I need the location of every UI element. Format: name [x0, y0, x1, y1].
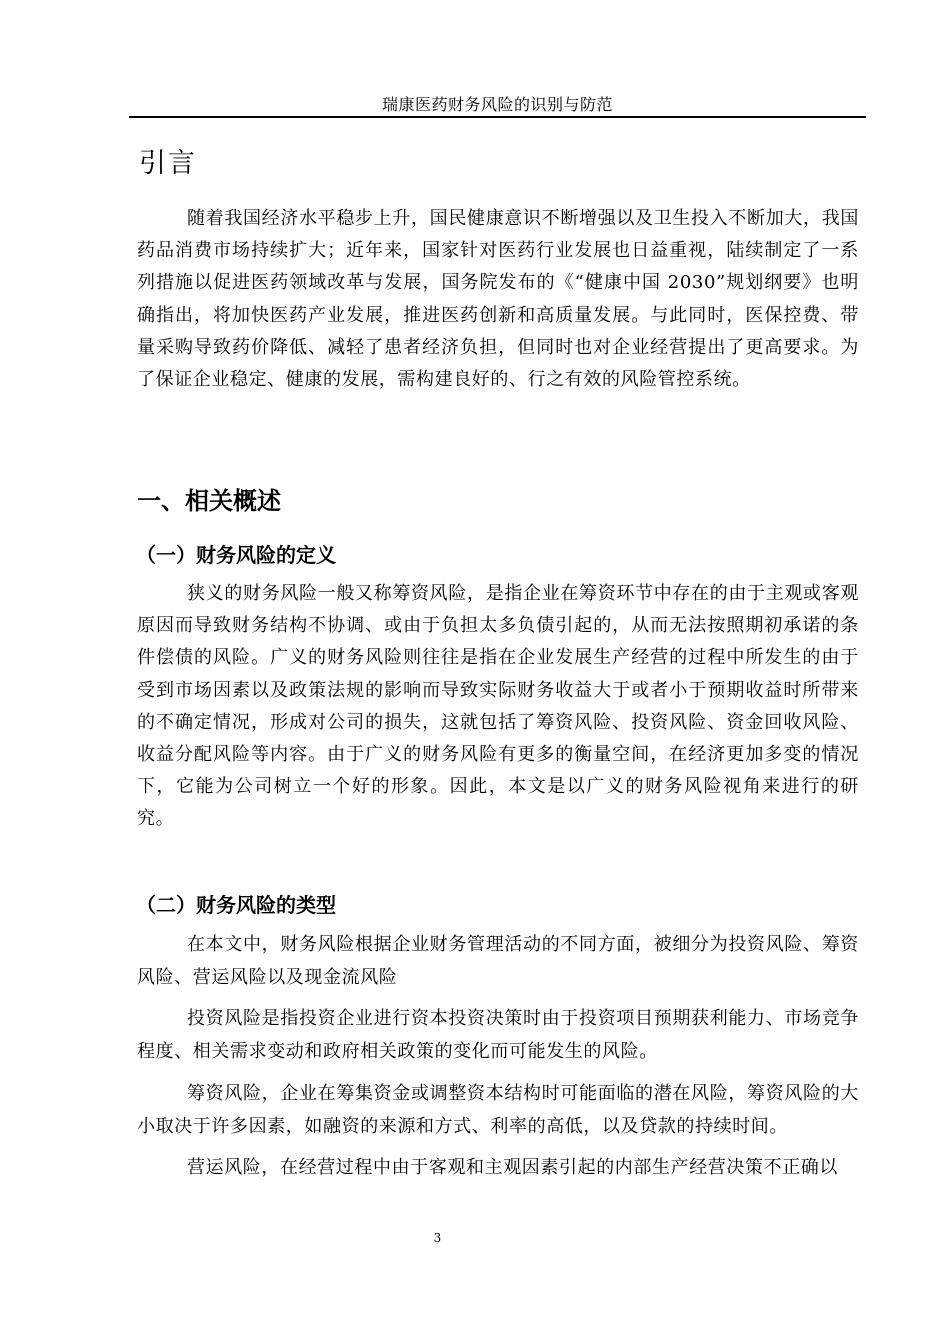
running-header: 瑞康医药财务风险的识别与防范 — [381, 95, 613, 114]
subsection-heading-types: （二）财务风险的类型 — [136, 893, 336, 917]
types-intro-paragraph: 在本文中，财务风险根据企业财务管理活动的不同方面，被细分为投资风险、筹资风险、营运风险以及现金流风险 — [137, 934, 859, 988]
investment-risk-paragraph: 投资风险是指投资企业进行资本投资决策时由于投资项目预期获利能力、市场竞争程度、相关需求变动和政府相关政策的变化而可能发生的风险。 — [137, 1008, 859, 1062]
section-heading-overview: 一、相关概述 — [137, 487, 281, 515]
financing-risk-paragraph: 筹资风险，企业在筹集资金或调整资本结构时可能面临的潜在风险，筹资风险的大小取决于许多因素，如融资的来源和方式、利率的高低，以及贷款的持续时间。 — [137, 1083, 859, 1137]
intro-heading: 引言 — [139, 148, 197, 179]
subsection-heading-definition: （一）财务风险的定义 — [136, 543, 336, 567]
page-number: 3 — [433, 1231, 442, 1245]
header-rule — [129, 116, 866, 118]
intro-paragraph: 随着我国经济水平稳步上升，国民健康意识不断增强以及卫生投入不断加大，我国药品消费市场持续扩大；近年来，国家针对医药行业发展也日益重视，陆续制定了一系列措施以促进医药领域改革与发展，国务院发布的《“健康中国 2030”规划纲要》也明确指出，将加快医药产业发展，推进医药创新和高质量发展。与此同时，医保控费、带量采购导致药价降低、减轻了患者经济负担，但同时也对企业经营提出了更高要求。为了保证企业稳定、健康的发展，需构建良好的、行之有效的风险管控系统。 — [137, 208, 859, 391]
operating-risk-paragraph: 营运风险，在经营过程中由于客观和主观因素引起的内部生产经营决策不正确以 — [187, 1157, 838, 1178]
definition-paragraph: 狭义的财务风险一般又称筹资风险，是指企业在筹资环节中存在的由于主观或客观原因而导致财务结构不协调、或由于负担太多负债引起的，从而无法按照期初承诺的条件偿债的风险。广义的财务风险则往往是指在企业发展生产经营的过程中所发生的由于受到市场因素以及政策法规的影响而导致实际财务收益大于或者小于预期收益时所带来的不确定情况，形成对公司的损失，这就包括了筹资风险、投资风险、资金回收风险、收益分配风险等内容。由于广义的财务风险有更多的衡量空间，在经济更加多变的情况下，它能为公司树立一个好的形象。因此，本文是以广义的财务风险视角来进行的研究。 — [137, 583, 859, 830]
